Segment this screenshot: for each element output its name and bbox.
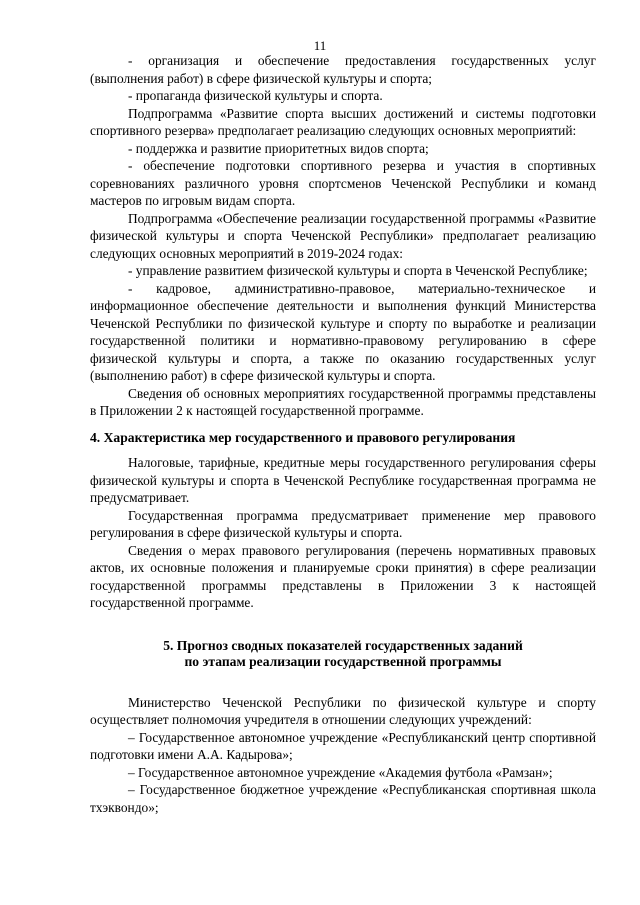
paragraph: Сведения об основных мероприятиях государственной программы представлены в Приложении 2 к настоящей государственной программе. (90, 385, 596, 418)
paragraph: - обеспечение подготовки спортивного резерва и участия в спортивных соревнованиях различного уровня спортсменов Чеченской Республики и команд мастеров по игровым видам спорта. (90, 158, 596, 208)
paragraph: – Государственное автономное учреждение «Республиканский центр спортивной подготовки имени А.А. Кадырова»; (90, 729, 596, 762)
paragraph: - поддержка и развитие приоритетных видов спорта; (128, 140, 429, 156)
section-5-heading-line2: по этапам реализации государственной программы (184, 653, 502, 669)
paragraph: Подпрограмма «Обеспечение реализации государственной программы «Развитие физической культуры и спорта Чеченской Республики» предполагает реализацию следующих основных мероприятий в 2019-2024 годах: (90, 210, 596, 261)
paragraph: - организация и обеспечение предоставления государственных услуг (выполнения работ) в сфере физической культуры и спорта; (90, 53, 596, 86)
paragraph: - кадровое, административно-правовое, материально-техническое и информационное обеспечение деятельности и выполнения функций Министерства Чеченской Республики по физической культуре и спорту по выработке и реализации государственной политики и нормативно-правовому регулированию в сфере физической культуры и спорта, а также по оказанию государственных услуг (выполнению работ) в сфере физической культуры и спорта. (90, 280, 596, 383)
paragraph: – Государственное бюджетное учреждение «Республиканская спортивная школа тхэквондо»; (90, 782, 596, 815)
paragraph: – Государственное автономное учреждение «Академия футбола «Рамзан»; (128, 764, 553, 780)
paragraph: Сведения о мерах правового регулирования (перечень нормативных правовых актов, их основные положения и планируемые сроки принятия) в сфере реализации государственной программы представлены в Приложении 3 к настоящей государственной программе. (90, 542, 596, 610)
page-number: 11 (313, 38, 327, 53)
paragraph: Министерство Чеченской Республики по физической культуре и спорту осуществляет полномочия учредителя в отношении следующих учреждений: (90, 694, 596, 727)
paragraph: - управление развитием физической культуры и спорта в Чеченской Республике; (128, 263, 588, 278)
section-5-heading-line1: 5. Прогноз сводных показателей государственных заданий (163, 637, 523, 653)
paragraph: - пропаганда физической культуры и спорта. (128, 88, 383, 103)
paragraph: Государственная программа предусматривает применение мер правового регулирования в сфере физической культуры и спорта. (90, 507, 596, 540)
paragraph: Налоговые, тарифные, кредитные меры государственного регулирования сферы физической культуры и спорта в Чеченской Республике государственная программа не предусматривает. (90, 455, 596, 505)
section-4-heading: 4. Характеристика мер государственного и правового регулирования (90, 429, 516, 445)
section-5-heading (90, 638, 596, 670)
paragraph: Подпрограмма «Развитие спорта высших достижений и системы подготовки спортивного резерва» предполагает реализацию следующих основных мероприятий: (90, 105, 596, 138)
document-body (90, 52, 596, 816)
